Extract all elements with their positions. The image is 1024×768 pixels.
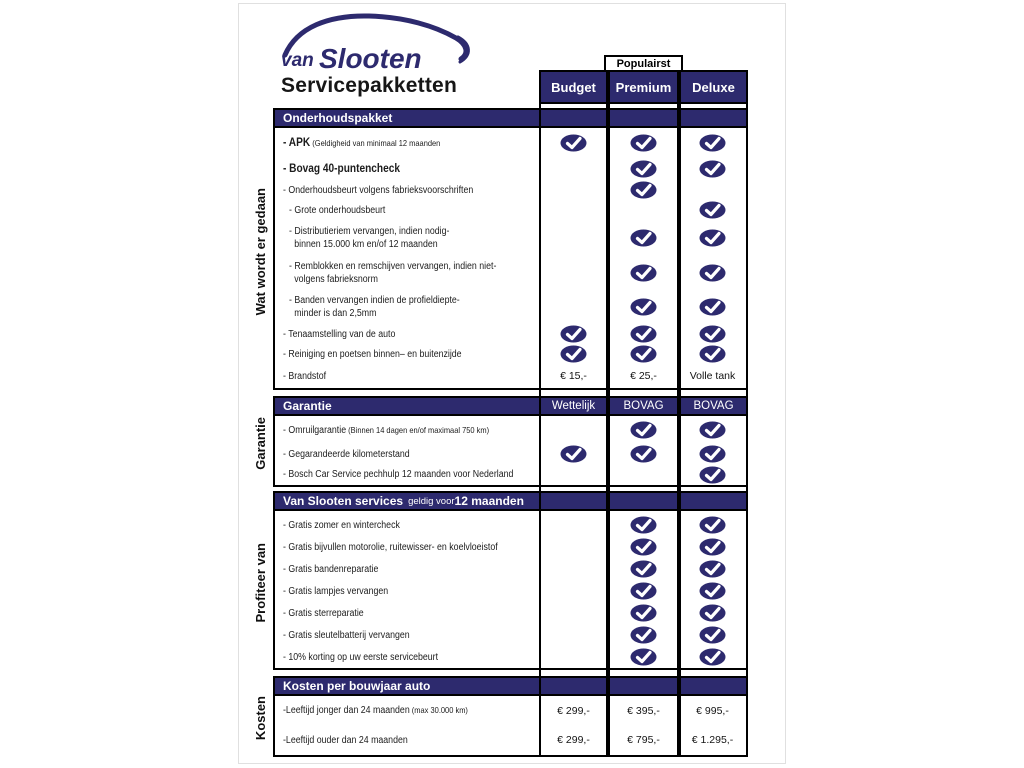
section-bar: Onderhoudspakket [273, 108, 748, 128]
section-bar: Garantie Wettelijk BOVAG BOVAG [273, 396, 748, 416]
table-row [275, 128, 746, 158]
budget-cell [539, 345, 608, 363]
premium-cell [608, 325, 679, 343]
check-icon [630, 516, 657, 534]
side-label-wat-wordt-er-gedaan: Wat wordt er gedaan [252, 188, 268, 316]
check-icon [630, 560, 657, 578]
svg-text:Slooten: Slooten [319, 43, 422, 72]
row-label: - Remblokken en remschijven vervangen, indien niet- volgens fabrieksnorm [289, 261, 497, 285]
table-row [275, 536, 746, 558]
budget-cell: € 299,- [557, 734, 590, 746]
deluxe-cell [679, 582, 746, 600]
section-body [273, 696, 748, 757]
section-garantie [273, 396, 748, 487]
budget-cell [539, 445, 608, 463]
row-label: - Gratis bijvullen motorolie, ruitewisser- en koelvloeistof [283, 541, 498, 553]
row-label: - Omruilgarantie (Binnen 14 dagen en/of maximaal 750 km) [283, 424, 490, 436]
check-icon [699, 604, 726, 622]
section-van-slooten-services [273, 491, 748, 670]
price-sheet [238, 3, 786, 764]
table-row [275, 256, 746, 290]
budget-cell [539, 325, 608, 343]
check-icon [699, 229, 726, 247]
premium-cell: € 395,- [627, 704, 660, 717]
premium-cell [608, 445, 679, 463]
row-label: -Leeftijd ouder dan 24 maanden [283, 734, 408, 746]
row-label: - Grote onderhoudsbeurt [289, 204, 386, 216]
deluxe-cell [679, 264, 746, 282]
side-label-garantie: Garantie [252, 417, 268, 470]
section-bar: Kosten per bouwjaar auto [273, 676, 748, 696]
deluxe-cell [679, 325, 746, 343]
deluxe-cell [679, 201, 746, 219]
check-icon [699, 201, 726, 219]
budget-cell: € 299,- [557, 704, 590, 717]
row-label: - Tenaamstelling van de auto [283, 328, 396, 340]
section-onderhoudspakket [273, 108, 748, 390]
row-label: - Brandstof [283, 370, 327, 382]
deluxe-cell [679, 298, 746, 316]
popular-badge: Populairst [604, 55, 683, 72]
svg-text:van: van [281, 50, 314, 71]
deluxe-cell [679, 421, 746, 439]
section-kosten [273, 676, 748, 757]
premium-cell [608, 626, 679, 644]
deluxe-cell [679, 538, 746, 556]
section-bar: Van Slooten services geldig voor 12 maanden [273, 491, 748, 511]
table-row [275, 444, 746, 464]
premium-cell [608, 264, 679, 282]
premium-cell [608, 298, 679, 316]
premium-cell: € 25,- [630, 370, 657, 382]
check-icon [699, 298, 726, 316]
row-label: - Bovag 40-puntencheck [283, 162, 400, 175]
check-icon [699, 264, 726, 282]
row-label: - Gratis bandenreparatie [283, 563, 379, 575]
check-icon [630, 421, 657, 439]
deluxe-cell [679, 604, 746, 622]
check-icon [630, 626, 657, 644]
deluxe-cell [679, 648, 746, 666]
check-icon [630, 538, 657, 556]
deluxe-cell: € 1.295,- [691, 734, 734, 746]
section-body [273, 416, 748, 487]
deluxe-cell [679, 445, 746, 463]
deluxe-cell [679, 560, 746, 578]
check-icon [560, 445, 587, 463]
premium-cell [608, 421, 679, 439]
premium-cell [608, 181, 679, 199]
table-row [275, 344, 746, 364]
check-icon [630, 325, 657, 343]
row-label: - 10% korting op uw eerste servicebeurt [283, 651, 439, 663]
check-icon [630, 648, 657, 666]
row-label: - Onderhoudsbeurt volgens fabrieksvoorschriften [283, 184, 474, 196]
check-icon [699, 325, 726, 343]
garantie-budget-value: Wettelijk [551, 400, 596, 412]
check-icon [560, 325, 587, 343]
check-icon [699, 345, 726, 363]
deluxe-cell: € 995,- [696, 704, 729, 717]
check-icon [630, 181, 657, 199]
table-row [275, 580, 746, 602]
deluxe-cell [679, 229, 746, 247]
table-row [275, 158, 746, 180]
table-row [275, 364, 746, 388]
table-row [275, 290, 746, 324]
table-row [275, 514, 746, 536]
table-row [275, 416, 746, 444]
van-slooten-logo [275, 8, 489, 72]
premium-cell [608, 582, 679, 600]
check-icon [699, 516, 726, 534]
garantie-deluxe-value: BOVAG [693, 400, 734, 412]
check-icon [630, 604, 657, 622]
premium-cell: € 795,- [627, 734, 660, 746]
deluxe-cell [679, 160, 746, 178]
service-packages-table [273, 57, 748, 757]
check-icon [699, 445, 726, 463]
premium-cell [608, 538, 679, 556]
page-title: Servicepakketten [281, 74, 457, 97]
check-icon [699, 626, 726, 644]
check-icon [560, 134, 587, 152]
row-label: - Reiniging en poetsen binnen– en buitenzijde [283, 348, 462, 360]
check-icon [630, 134, 657, 152]
table-row [275, 464, 746, 485]
row-label: - Gratis sleutelbatterij vervangen [283, 629, 410, 641]
check-icon [699, 466, 726, 484]
check-icon [699, 421, 726, 439]
row-label: - Gegarandeerde kilometerstand [283, 448, 410, 460]
row-label: - Banden vervangen indien de profieldiepte- minder is dan 2,5mm [289, 295, 460, 319]
check-icon [630, 229, 657, 247]
table-row [275, 696, 746, 725]
budget-cell: € 15,- [560, 370, 587, 382]
section-body [273, 511, 748, 670]
premium-cell [608, 604, 679, 622]
check-icon [699, 648, 726, 666]
section-body [273, 128, 748, 390]
premium-cell [608, 560, 679, 578]
premium-cell [608, 516, 679, 534]
table-row [275, 180, 746, 200]
side-label-profiteer-van: Profiteer van [252, 542, 268, 623]
table-row [275, 200, 746, 220]
budget-cell [539, 134, 608, 152]
check-icon [630, 445, 657, 463]
row-label: - Distributieriem vervangen, indien nodig- binnen 15.000 km en/of 12 maanden [289, 226, 450, 250]
check-icon [699, 538, 726, 556]
check-icon [699, 134, 726, 152]
table-row [275, 602, 746, 624]
check-icon [630, 264, 657, 282]
premium-cell [608, 345, 679, 363]
garantie-premium-value: BOVAG [623, 400, 664, 412]
deluxe-cell [679, 134, 746, 152]
check-icon [699, 560, 726, 578]
check-icon [630, 345, 657, 363]
premium-cell [608, 160, 679, 178]
check-icon [699, 582, 726, 600]
column-header-premium: Premium [608, 70, 679, 104]
row-label: - Gratis sterreparatie [283, 607, 364, 619]
column-header-budget: Budget [539, 70, 608, 104]
table-row [275, 220, 746, 256]
table-row [275, 725, 746, 755]
table-row [275, 624, 746, 646]
premium-cell [608, 229, 679, 247]
check-icon [630, 160, 657, 178]
check-icon [630, 298, 657, 316]
column-header-deluxe: Deluxe [679, 70, 748, 104]
premium-cell [608, 648, 679, 666]
side-label-kosten: Kosten [252, 696, 268, 741]
row-label: -Leeftijd jonger dan 24 maanden (max 30.000 km) [283, 705, 468, 716]
row-label: - Gratis lampjes vervangen [283, 585, 389, 597]
table-row [275, 646, 746, 668]
deluxe-cell [679, 345, 746, 363]
deluxe-cell [679, 466, 746, 484]
deluxe-cell: Volle tank [689, 370, 736, 382]
check-icon [699, 160, 726, 178]
row-label: - Gratis zomer en wintercheck [283, 519, 400, 531]
check-icon [630, 582, 657, 600]
check-icon [560, 345, 587, 363]
premium-cell [608, 134, 679, 152]
table-row [275, 324, 746, 344]
deluxe-cell [679, 516, 746, 534]
row-label: - Bosch Car Service pechhulp 12 maanden voor Nederland [283, 469, 514, 480]
deluxe-cell [679, 626, 746, 644]
row-label: - APK (Geldigheid van minimaal 12 maanden [283, 136, 441, 149]
table-row [275, 558, 746, 580]
